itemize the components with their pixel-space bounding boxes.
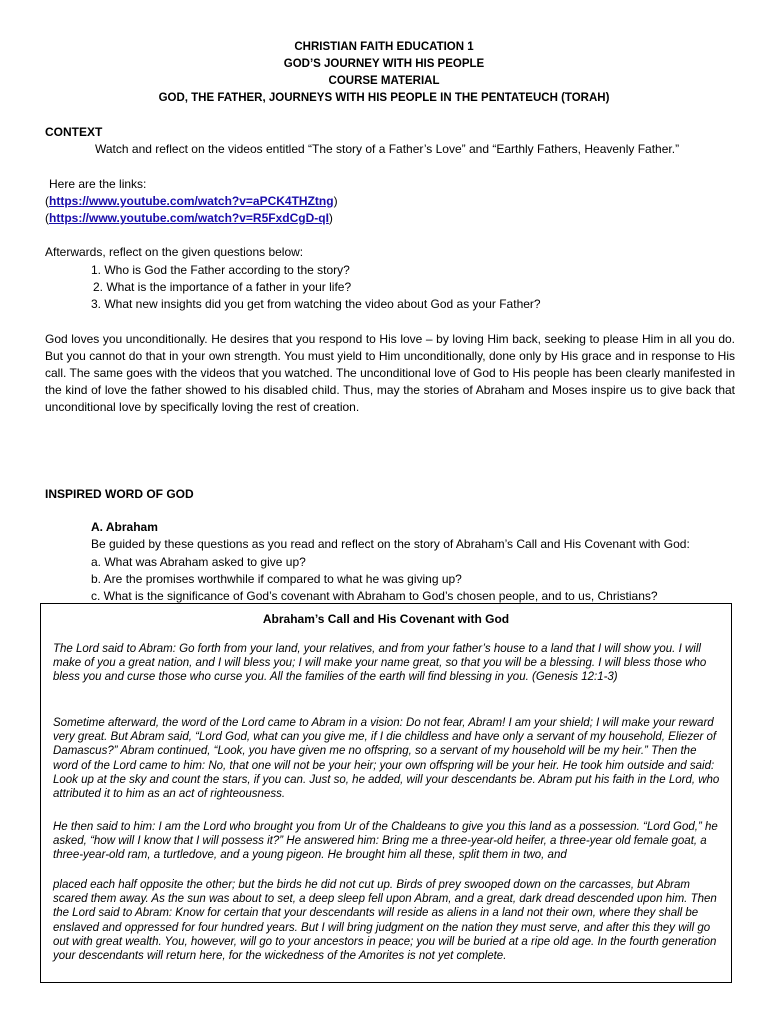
scripture-paragraph-1: The Lord said to Abram: Go forth from your land, your relatives, and from your father’s house to a land that I will show you. I will make of you a great nation, and I will bless you; I will make your name great, so that you will be a blessing. I will bless those who bless you and curse those who curse you. All the families of the earth will find blessing in you. (Genesis 12:1-3) xyxy=(53,643,707,684)
scripture-paragraph-2: Sometime afterward, the word of the Lord came to Abram in a vision: Do not fear, Abram! I am your shield; I will make your reward very great. But Abram said, “Lord God, what can you give me, if I die childless and have only a servant of my household, Eliezer of Damascus?” Abram continued, “Look, you have given me no offspring, so a servant of my household will be my heir.” Then the word of the Lord came to him: No, that one will not be your heir; your own offspring will be your heir. He took him outside and said: Look up at the sky and count the stars, if you can. Just so, he added, will your descendants be. Abram put his faith in the Lord, who attributed it to him as an act of righteousness. xyxy=(53,717,720,801)
course-material-label: COURSE MATERIAL xyxy=(328,75,440,87)
question-1: 1. Who is God the Father according to the story? xyxy=(91,263,350,277)
guide-text: Be guided by these questions as you read and reflect on the story of Abraham’s Call and His Covenant with God: xyxy=(91,537,690,551)
link-line-2: (https://www.youtube.com/watch?v=R5FxdCgD-qI) xyxy=(45,211,333,225)
scripture-paragraph-3: He then said to him: I am the Lord who brought you from Ur of the Chaldeans to give you this land as a possession. “Lord God,” he asked, “how will I know that I will possess it?” He answered him: Bring me a three-year-old heifer, a three-year old female goat, a three-year-old ram, a turtledove, and a young pigeon. He brought him all these, split them in two, and xyxy=(53,821,718,862)
question-b: b. Are the promises worthwhile if compared to what he was giving up? xyxy=(91,572,462,586)
context-intro: Watch and reflect on the videos entitled “The story of a Father’s Love” and “Earthly Fathers, Heavenly Father.” xyxy=(95,142,680,156)
video-link-1[interactable]: https://www.youtube.com/watch?v=aPCK4THZtng xyxy=(49,194,334,208)
video-link-2[interactable]: https://www.youtube.com/watch?v=R5FxdCgD-qI xyxy=(49,211,329,225)
question-a: a. What was Abraham asked to give up? xyxy=(91,555,306,569)
context-heading: CONTEXT xyxy=(45,125,103,139)
lesson-title: GOD, THE FATHER, JOURNEYS WITH HIS PEOPLE IN THE PENTATEUCH (TORAH) xyxy=(158,92,610,104)
link-line-1: (https://www.youtube.com/watch?v=aPCK4THZtng) xyxy=(45,194,338,208)
question-c: c. What is the significance of God’s covenant with Abraham to God’s chosen people, and to us, Christians? xyxy=(91,589,658,603)
section-abraham: A. Abraham xyxy=(91,520,158,534)
scripture-paragraph-4: placed each half opposite the other; but the birds he did not cut up. Birds of prey swooped down on the carcasses, but Abram scared them away. As the sun was about to set, a deep sleep fell upon Abram, and a great, dark dread descended upon him. Then the Lord said to Abram: Know for certain that your descendants will reside as aliens in a land not their own, where they shall be enslaved and oppressed for four hundred years. But I will bring judgment on the nation they must serve, and after this they will go out with great wealth. You, however, will go to your ancestors in peace; you will be buried at a ripe old age. In the fourth generation your descendants will return here, for the wickedness of the Amorites is not yet complete. xyxy=(53,879,717,963)
course-subtitle: GOD’S JOURNEY WITH HIS PEOPLE xyxy=(283,58,485,70)
course-title: CHRISTIAN FAITH EDUCATION 1 xyxy=(294,41,474,53)
question-2: 2. What is the importance of a father in your life? xyxy=(93,280,352,294)
scripture-box-title: Abraham’s Call and His Covenant with God xyxy=(262,612,510,626)
scripture-box xyxy=(40,603,732,983)
afterwards-text: Afterwards, reflect on the given questions below: xyxy=(45,245,304,259)
inspired-heading: INSPIRED WORD OF GOD xyxy=(45,487,194,501)
context-paragraph: God loves you unconditionally. He desires that you respond to His love – by loving Him back, seeking to please Him in all you do. But you cannot do that in your own strength. You must yield to Him unconditionally, done only by His grace and in response to His call. The same goes with the videos that you watched. The unconditional love of God to His people has been clearly manifested in the kind of love the father showed to his disabled child. Thus, may the stories of Abraham and Moses inspire us to give back that unconditional love by specifically loving the rest of creation. xyxy=(45,332,735,414)
question-3: 3. What new insights did you get from watching the video about God as your Father? xyxy=(91,297,541,311)
links-label: Here are the links: xyxy=(49,177,147,191)
